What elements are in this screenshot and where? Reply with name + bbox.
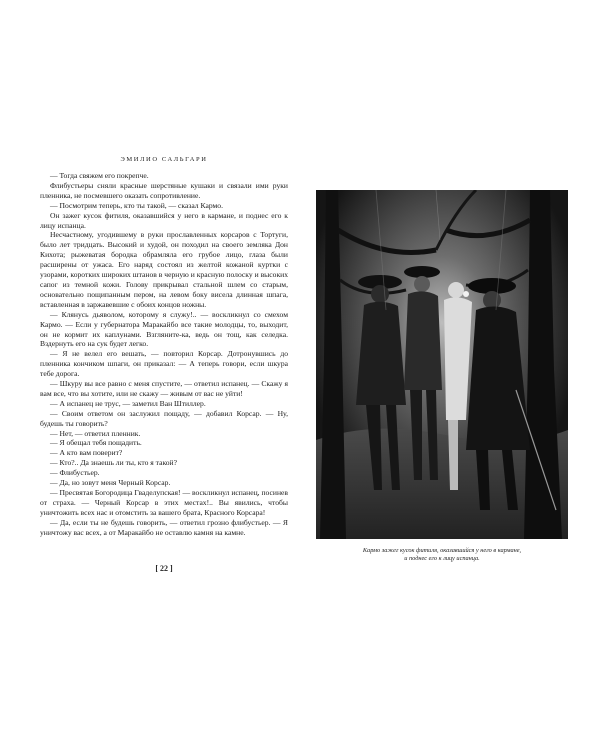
paragraph: — Посмотрим теперь, кто ты такой, — сказал Кармо. <box>50 200 224 210</box>
paragraph: — Клянусь дьяволом, которому я служу!.. — воскликнул со смехом Кармо. — Если у губернатора Маракайбо все такие молодцы, то, выходит, он не кормит их каплунами. Взгляните-ка, ведь он тощ, как селедка. Вздернуть его на сук будет легко. <box>40 309 288 349</box>
left-page <box>40 156 288 538</box>
body-text <box>40 171 288 538</box>
running-head: ЭМИЛИО САЛЬГАРИ <box>120 156 208 163</box>
illustration-drawing <box>316 190 568 539</box>
paragraph: — Флибустьер. <box>50 468 100 478</box>
paragraph: — Да, но зовут меня Черный Корсар. <box>50 478 171 488</box>
paragraph: — Нет, — ответил пленник. <box>50 428 141 438</box>
paragraph: Он зажег кусок фитиля, оказавшийся у него в кармане, и поднес его к лицу испанца. <box>40 210 288 230</box>
paragraph: — А испанец не трус, — заметил Ван Штиллер. <box>50 398 206 408</box>
illustration <box>316 190 568 539</box>
paragraph: — Я обещал тебя пощадить. <box>50 438 142 448</box>
paragraph: — Да, если ты не будешь говорить, — ответил грозно флибустьер. — Я уничтожу вас всех, а от Маракайбо не оставлю камня на камне. <box>40 517 288 537</box>
caption-line: Кармо зажег кусок фитиля, оказавшийся у него в кармане, <box>362 547 522 554</box>
caption-line: и поднес его к лицу испанца. <box>404 555 480 562</box>
page-number: [ 22 ] <box>155 564 173 573</box>
paragraph: — Кто?.. Да знаешь ли ты, кто я такой? <box>50 458 177 468</box>
paragraph: — Я не велел его вешать, — повторил Корсар. Дотронувшись до пленника кончиком шпаги, он приказал: — А теперь говори, если шкура тебе дорога. <box>40 349 288 379</box>
paragraph: — А кто вам поверит? <box>50 448 123 458</box>
illustration-caption <box>316 547 568 563</box>
paragraph: — Пресвятая Богородица Гваделупская! — воскликнул испанец, посинев от страха. — Черный Корсар в этих местах!.. Вы явились, чтобы уничтожить всех нас и отомстить за вашего брата, Красного Корсара! <box>40 488 288 517</box>
paragraph: — Своим ответом он заслужил пощаду, — добавил Корсар. — Ну, будешь ты говорить? <box>40 408 288 428</box>
paragraph: — Тогда свяжем его покрепче. <box>50 171 149 180</box>
paragraph: Флибустьеры сняли красные шерстяные кушаки и связали ими руки пленника, не посмевшего оказать сопротивление. <box>40 180 288 200</box>
paragraph: — Шкуру вы все равно с меня спустите, — ответил испанец. — Скажу я вам все, что вы хотите, или не скажу — живым от вас не уйти! <box>40 379 288 398</box>
paragraph: Несчастному, угодившему в руки прославленных корсаров с Тортуги, было лет тридцать. Высокий и худой, он походил на своего земляка Дон Кихота; рыжеватая бородка обрамляла его грубое лицо, глаза были расширены от ужаса. Его наряд состоял из желтой кожаной куртки с узорами, коротких широких штанов в черную и красную полоску и высоких сапог из темной кожи. Голову прикрывал стальной шлем со старым, основательно пощипанным пером, на левом боку висела длинная шпага, вставленная в заржавевшие с обоих концов ножны. <box>40 230 288 309</box>
